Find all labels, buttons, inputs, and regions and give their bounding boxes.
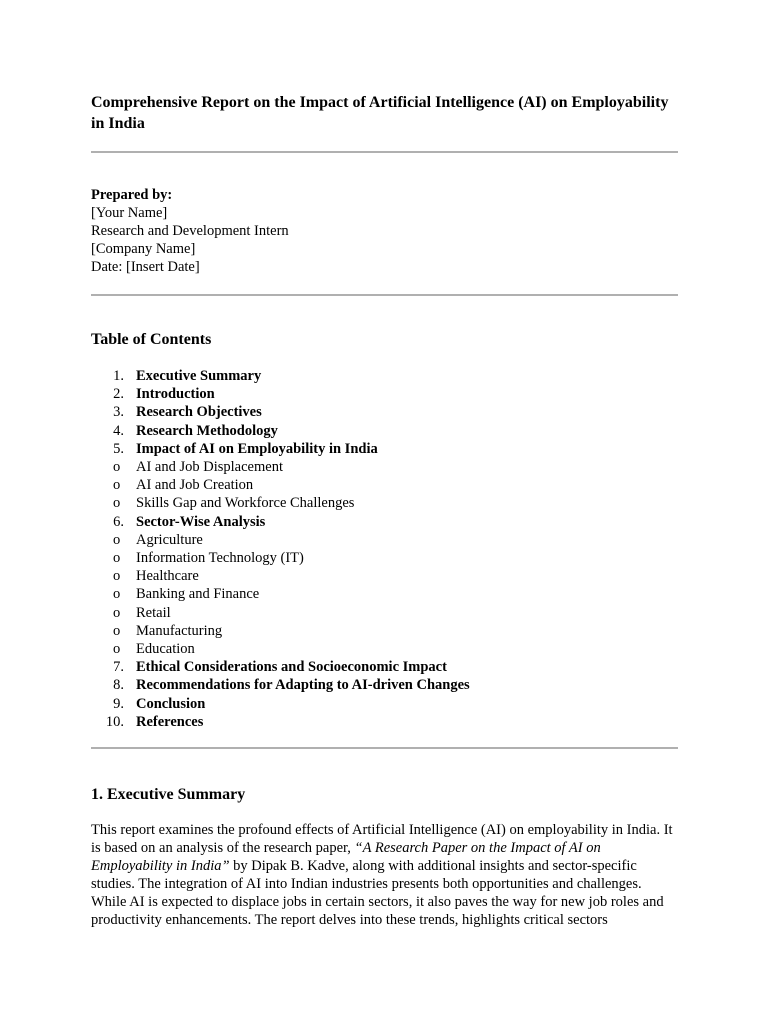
toc-item bbox=[91, 676, 678, 694]
toc-item-label: Introduction bbox=[136, 386, 215, 403]
toc-item-number: 1. bbox=[113, 368, 124, 384]
toc-subitem-label: Information Technology (IT) bbox=[136, 550, 304, 567]
toc-subitem bbox=[91, 604, 678, 622]
toc-item-label: Research Methodology bbox=[136, 422, 278, 439]
toc-item-label: Sector-Wise Analysis bbox=[136, 513, 266, 530]
bullet-icon: o bbox=[113, 495, 121, 512]
executive-summary-paragraph bbox=[91, 821, 678, 929]
toc-item bbox=[91, 403, 678, 421]
toc-subitem-label: Manufacturing bbox=[136, 622, 223, 639]
toc-subitem-label: Education bbox=[136, 641, 195, 658]
toc-item-label: References bbox=[136, 713, 204, 730]
toc-item-number: 5. bbox=[113, 440, 124, 457]
toc-item-number: 7. bbox=[113, 659, 124, 676]
bullet-icon: o bbox=[113, 568, 121, 585]
toc-subitem bbox=[91, 567, 678, 585]
toc-item-number: 10. bbox=[105, 713, 124, 730]
company-name: [Company Name] bbox=[91, 241, 196, 257]
toc-item bbox=[91, 367, 678, 385]
toc-item-label: Impact of AI on Employability in India bbox=[136, 440, 378, 457]
toc-subitem bbox=[91, 640, 678, 658]
toc-item-number: 2. bbox=[113, 386, 124, 403]
toc-item bbox=[91, 658, 678, 676]
toc-heading: Table of Contents bbox=[91, 331, 212, 348]
author-name: [Your Name] bbox=[91, 205, 168, 221]
divider bbox=[91, 294, 678, 296]
toc-item-number: 6. bbox=[113, 513, 124, 530]
toc-subitem bbox=[91, 458, 678, 476]
toc-item-number: 9. bbox=[113, 695, 124, 712]
bullet-icon: o bbox=[113, 604, 121, 621]
toc-item bbox=[91, 422, 678, 440]
bullet-icon: o bbox=[113, 586, 121, 603]
toc-subitem-label: Agriculture bbox=[136, 531, 203, 548]
toc-subitem-label: Skills Gap and Workforce Challenges bbox=[136, 495, 355, 512]
report-date: Date: [Insert Date] bbox=[91, 259, 200, 275]
bullet-icon: o bbox=[113, 622, 121, 639]
toc-item-label: Ethical Considerations and Socioeconomic Impact bbox=[136, 659, 447, 676]
toc-subitem-label: Healthcare bbox=[136, 568, 199, 585]
toc-item bbox=[91, 440, 678, 458]
prepared-by-block bbox=[91, 186, 289, 276]
bullet-icon: o bbox=[113, 477, 121, 494]
toc-subitem-label: Retail bbox=[136, 604, 171, 621]
toc-subitem bbox=[91, 476, 678, 494]
paragraph-text: This report examines the profound effects of Artificial Intelligence (AI) on employability in India. It is based on an analysis of the research paper, bbox=[91, 822, 673, 856]
toc-item bbox=[91, 695, 678, 713]
bullet-icon: o bbox=[113, 550, 121, 567]
toc-item-number: 8. bbox=[113, 677, 124, 694]
divider bbox=[91, 747, 678, 749]
toc-subitem bbox=[91, 622, 678, 640]
section-heading-executive-summary: 1. Executive Summary bbox=[91, 786, 246, 803]
toc-subitem-label: AI and Job Creation bbox=[136, 477, 254, 494]
toc-item-label: Recommendations for Adapting to AI-driven Changes bbox=[136, 677, 470, 694]
bullet-icon: o bbox=[113, 531, 121, 548]
author-role: Research and Development Intern bbox=[91, 223, 289, 239]
toc-subitem bbox=[91, 494, 678, 512]
document-title: Comprehensive Report on the Impact of Artificial Intelligence (AI) on Employability in India bbox=[91, 94, 669, 132]
divider bbox=[91, 151, 678, 153]
toc-item bbox=[91, 713, 678, 731]
toc-subitem bbox=[91, 585, 678, 603]
toc-item-label: Conclusion bbox=[136, 695, 206, 712]
toc-item bbox=[91, 513, 678, 531]
paragraph-text: by Dipak B. Kadve, along with additional insights and sector-specific studies. The integration of AI into Indian industries presents both opportunities and challenges. While AI is expected to displace jobs in certain sectors, it also paves the way for new job roles and productivity enhancements. The report delves into these trends, highlights critical sectors bbox=[91, 858, 664, 928]
toc-item-number: 3. bbox=[113, 404, 124, 421]
bullet-icon: o bbox=[113, 641, 121, 658]
toc-item-label: Research Objectives bbox=[136, 404, 262, 421]
toc-subitem-label: AI and Job Displacement bbox=[136, 459, 283, 476]
toc-subitem bbox=[91, 531, 678, 549]
prepared-by-label: Prepared by: bbox=[91, 187, 173, 203]
table-of-contents bbox=[91, 367, 678, 731]
paper-title-citation: “A Research Paper on the Impact of AI on Employability in India” bbox=[91, 840, 601, 874]
toc-subitem-label: Banking and Finance bbox=[136, 586, 260, 603]
bullet-icon: o bbox=[113, 459, 121, 476]
toc-item-number: 4. bbox=[113, 422, 124, 439]
toc-item-label: Executive Summary bbox=[136, 368, 262, 384]
toc-subitem bbox=[91, 549, 678, 567]
toc-item bbox=[91, 385, 678, 403]
